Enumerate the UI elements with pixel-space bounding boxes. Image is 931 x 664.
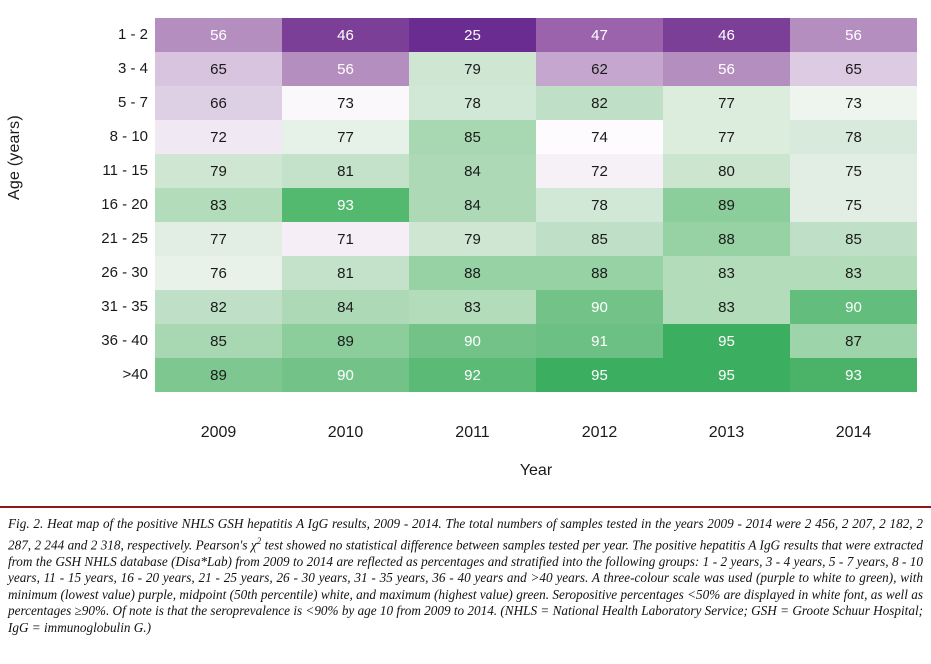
heatmap-cell: 56 <box>155 18 282 52</box>
caption-text-part-1: Heat map of the positive NHLS GSH hepatitis A IgG results, 2009 - 2014. The total numbers of samples tested in the years 2009 - 2014 were 2 456, 2 207, 2 182, 2 287, 2 244 and 2 318, respectively. Pearson's <box>8 516 923 552</box>
heatmap-cell: 90 <box>409 324 536 358</box>
heatmap-cell: 77 <box>663 86 790 120</box>
x-tick-label: 2010 <box>327 424 364 441</box>
heatmap-cell: 89 <box>663 188 790 222</box>
heatmap-cell: 65 <box>155 52 282 86</box>
heatmap-cell: 77 <box>155 222 282 256</box>
heatmap-cell: 84 <box>409 154 536 188</box>
heatmap-table <box>155 18 917 392</box>
heatmap-row <box>155 324 917 358</box>
heatmap-row <box>155 86 917 120</box>
y-tick-label: 11 - 15 <box>102 162 148 179</box>
heatmap-cell: 83 <box>790 256 917 290</box>
y-tick-label: 36 - 40 <box>101 332 148 349</box>
heatmap-cell: 46 <box>663 18 790 52</box>
y-tick-label: 3 - 4 <box>117 60 148 77</box>
heatmap-cell: 90 <box>282 358 409 392</box>
caption-text-part-2: test showed no statistical difference between samples tested per year. The positive hepatitis A IgG results that were extracted from the GSH NHLS database (Disa*Lab) from 2009 to 2014 are reflected as percentages and stratified into the following groups: 1 - 2 years, 3 - 4 years, 5 - 7 years, 8 - 10 years, 11 - 15 years, 16 - 20 years, 21 - 25 years, 26 - 30 years, 31 - 35 years, 36 - 40 years and >40 years. A three-colour scale was used (purple to white to green), with minimum (lowest value) purple, midpoint (50th percentile) white, and maximum (highest value) green. Seropositive percentages <50% are displayed in white font, as well as percentages ≥90%. Of note is that the seroprevalence is <90% by age 10 from 2009 to 2014. (NHLS = National Health Laboratory Service; GSH = Groote Schuur Hospital; IgG = immunoglobulin G.) <box>8 536 923 635</box>
heatmap-grid <box>155 18 917 392</box>
figure-label: Fig. 2. <box>8 516 44 531</box>
heatmap-row <box>155 154 917 188</box>
heatmap-cell: 81 <box>282 154 409 188</box>
y-tick-label: 21 - 25 <box>101 230 148 247</box>
heatmap-cell: 85 <box>536 222 663 256</box>
chi-exponent: 2 <box>256 535 262 546</box>
heatmap-row <box>155 222 917 256</box>
heatmap-cell: 95 <box>663 358 790 392</box>
y-tick-label: 1 - 2 <box>117 26 148 43</box>
heatmap-cell: 90 <box>536 290 663 324</box>
x-tick-label: 2011 <box>455 424 490 441</box>
heatmap-cell: 83 <box>409 290 536 324</box>
heatmap-cell: 93 <box>282 188 409 222</box>
y-tick-label: 16 - 20 <box>101 196 148 213</box>
heatmap-row <box>155 358 917 392</box>
heatmap-cell: 88 <box>536 256 663 290</box>
y-tick-label: 31 - 35 <box>101 298 148 315</box>
heatmap-cell: 78 <box>409 86 536 120</box>
heatmap-cell: 95 <box>663 324 790 358</box>
y-tick-label: 26 - 30 <box>101 264 148 281</box>
heatmap-cell: 66 <box>155 86 282 120</box>
heatmap-cell: 56 <box>282 52 409 86</box>
heatmap-cell: 93 <box>790 358 917 392</box>
heatmap-cell: 62 <box>536 52 663 86</box>
heatmap-cell: 79 <box>409 222 536 256</box>
heatmap-cell: 84 <box>282 290 409 324</box>
heatmap-cell: 82 <box>155 290 282 324</box>
x-tick-label: 2012 <box>581 424 618 441</box>
heatmap-cell: 83 <box>663 290 790 324</box>
heatmap-cell: 89 <box>282 324 409 358</box>
heatmap-cell: 80 <box>663 154 790 188</box>
heatmap-cell: 76 <box>155 256 282 290</box>
heatmap-cell: 46 <box>282 18 409 52</box>
heatmap-cell: 56 <box>790 18 917 52</box>
heatmap-cell: 73 <box>282 86 409 120</box>
x-tick-label: 2014 <box>835 424 872 441</box>
heatmap-cell: 88 <box>409 256 536 290</box>
heatmap-cell: 75 <box>790 188 917 222</box>
heatmap-cell: 79 <box>155 154 282 188</box>
heatmap-row <box>155 52 917 86</box>
y-tick-label: 8 - 10 <box>109 128 148 145</box>
heatmap-cell: 79 <box>409 52 536 86</box>
x-tick-label: 2013 <box>708 424 745 441</box>
y-axis-label: Age (years) <box>6 115 23 200</box>
heatmap-cell: 72 <box>536 154 663 188</box>
caption-divider <box>0 506 931 508</box>
heatmap-cell: 92 <box>409 358 536 392</box>
heatmap-cell: 72 <box>155 120 282 154</box>
y-tick-label: 5 - 7 <box>117 94 148 111</box>
y-tick-label: >40 <box>122 366 148 383</box>
heatmap-row <box>155 290 917 324</box>
heatmap-cell: 85 <box>790 222 917 256</box>
heatmap-cell: 87 <box>790 324 917 358</box>
heatmap-cell: 83 <box>663 256 790 290</box>
heatmap-cell: 47 <box>536 18 663 52</box>
heatmap-cell: 82 <box>536 86 663 120</box>
heatmap-cell: 84 <box>409 188 536 222</box>
heatmap-cell: 56 <box>663 52 790 86</box>
heatmap-cell: 78 <box>790 120 917 154</box>
figure-caption <box>8 516 923 637</box>
heatmap-cell: 75 <box>790 154 917 188</box>
heatmap-cell: 78 <box>536 188 663 222</box>
heatmap-cell: 77 <box>282 120 409 154</box>
chi-symbol: χ <box>250 536 257 552</box>
heatmap-row <box>155 256 917 290</box>
heatmap-cell: 74 <box>536 120 663 154</box>
x-axis-label: Year <box>519 462 553 479</box>
heatmap-cell: 88 <box>663 222 790 256</box>
heatmap-cell: 71 <box>282 222 409 256</box>
x-tick-label: 2009 <box>200 424 237 441</box>
heatmap-row <box>155 120 917 154</box>
heatmap-cell: 89 <box>155 358 282 392</box>
heatmap-cell: 95 <box>536 358 663 392</box>
heatmap-row <box>155 18 917 52</box>
heatmap-cell: 91 <box>536 324 663 358</box>
heatmap-cell: 81 <box>282 256 409 290</box>
heatmap-row <box>155 188 917 222</box>
heatmap-cell: 85 <box>409 120 536 154</box>
heatmap-cell: 65 <box>790 52 917 86</box>
heatmap-cell: 25 <box>409 18 536 52</box>
heatmap-cell: 83 <box>155 188 282 222</box>
heatmap-cell: 90 <box>790 290 917 324</box>
heatmap-cell: 77 <box>663 120 790 154</box>
heatmap-cell: 73 <box>790 86 917 120</box>
heatmap-cell: 85 <box>155 324 282 358</box>
